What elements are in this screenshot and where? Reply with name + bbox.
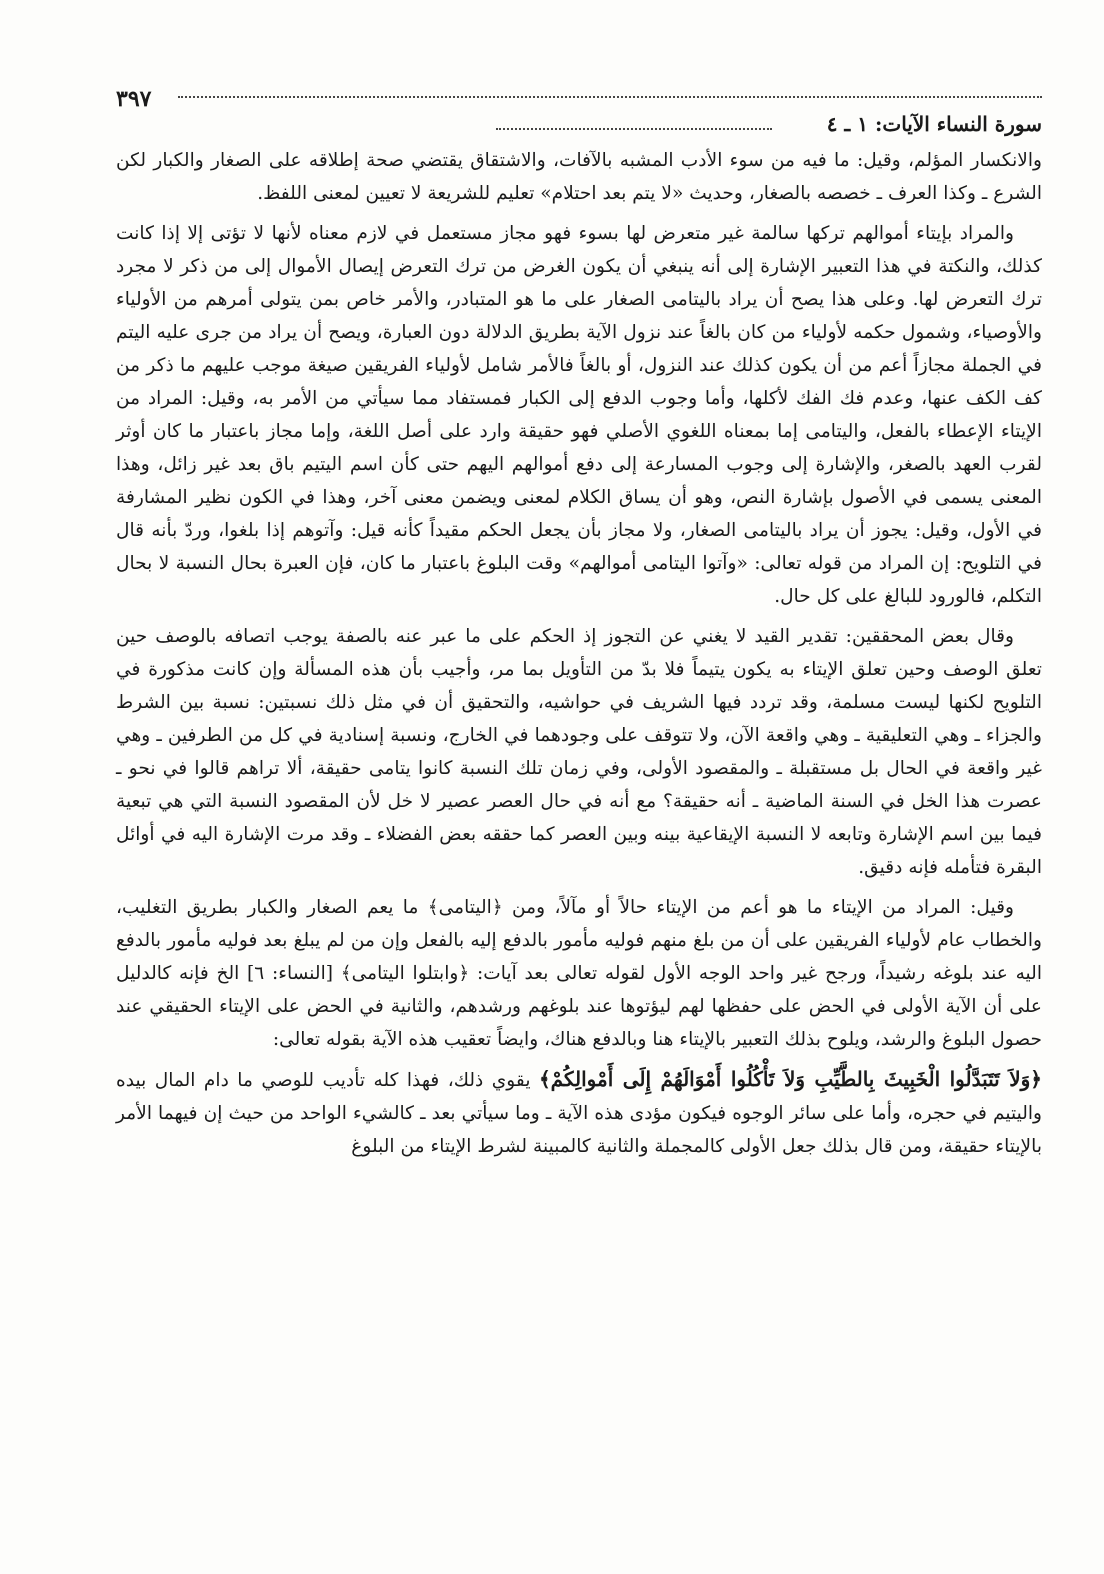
paragraph-5-text: يقوي ذلك، فهذا كله تأديب للوصي ما دام المال بيده واليتيم في حجره، وأما على سائر الوجوه فيكون مؤدى هذه الآية ـ وما سيأتي بعد ـ كالشيء الواحد من حيث إن فيهما الأمر بالإيتاء حقيقة، ومن قال بذلك جعل الأولى كالمجملة والثانية كالمبينة لشرط الإيتاء من البلوغ	[116, 1070, 1042, 1157]
paragraph-3: وقال بعض المحققين: تقدير القيد لا يغني عن التجوز إذ الحكم على ما عبر عنه بالصفة يوجب اتصافه بالوصف حين تعلق الوصف وحين تعلق الإيتاء به يكون يتيماً فلا بدّ من التأويل بما مر، وأجيب بأن هذه المسألة وإن كانت مذكورة في التلويح لكنها ليست مسلمة، وقد تردد فيها الشريف في حواشيه، والتحقيق أن في مثل ذلك نسبتين: نسبة بين الشرط والجزاء ـ وهي التعليقية ـ وهي واقعة الآن، ولا تتوقف على وجودهما في الخارج، ونسبة إسنادية في كل من الطرفين ـ وهي غير واقعة في الحال بل مستقبلة ـ والمقصود الأولى، وفي زمان تلك النسبة كانوا يتامى حقيقة، ألا تراهم قالوا في نحو ـ عصرت هذا الخل في السنة الماضية ـ أنه حقيقة؟ مع أنه في حال العصر عصير لا خل لأن المقصود النسبة التي هي تبعية فيما بين اسم الإشارة وتابعه لا النسبة الإيقاعية بينه وبين العصر كما حققه بعض الفضلاء ـ وقد مرت الإشارة اليه في أوائل البقرة فتأمله فإنه دقيق.	[116, 626, 1042, 878]
page-header	[116, 86, 1042, 138]
page-number: ٣٩٧	[116, 86, 152, 112]
title-dotted-rule	[496, 128, 772, 130]
paragraph-4: وقيل: المراد من الإيتاء ما هو أعم من الإيتاء حالاً أو مآلاً، ومن ﴿اليتامى﴾ ما يعم الصغار والكبار بطريق التغليب، والخطاب عام لأولياء الفريقين على أن من بلغ منهم فوليه مأمور بالدفع إليه بالفعل وإن من لم يبلغ بعد فوليه مأمور بالدفع اليه عند بلوغه رشيداً، ورجح غير واحد الوجه الأول لقوله تعالى بعد آيات: ﴿وابتلوا اليتامى﴾ [النساء: ٦] الخ فإنه كالدليل على أن الآية الأولى في الحض على حفظها لهم ليؤتوها عند بلوغهم ورشدهم، والثانية في الحض على الإيتاء الحقيقي عند حصول البلوغ والرشد، ويلوح بذلك التعبير بالإيتاء هنا وبالدفع هناك، وايضاً تعقيب هذه الآية بقوله تعالى:	[116, 897, 1042, 1050]
quran-verse: ﴿وَلاَ تَتَبَدَّلُوا الْخَبِيثَ بِالطَّيِّبِ وَلاَ تَأْكُلُوا أَمْوَالَهُمْ إِلَى أَمْوالِكُمْ﴾	[538, 1067, 1043, 1091]
header-dotted-rule	[178, 96, 1042, 98]
paragraph-1: والانكسار المؤلم، وقيل: ما فيه من سوء الأدب المشبه بالآفات، والاشتقاق يقتضي صحة إطلاقه على الصغار والكبار لكن الشرع ـ وكذا العرف ـ خصصه بالصغار، وحديث «لا يتم بعد احتلام» تعليم للشريعة لا تعيين لمعنى اللفظ.	[116, 150, 1042, 204]
running-title: سورة النساء الآيات: ١ ـ ٤	[819, 112, 1042, 136]
paragraph-2: والمراد بإيتاء أموالهم تركها سالمة غير متعرض لها بسوء فهو مجاز مستعمل في لازم معناه لأنها لا تؤتى إلا إذا كانت كذلك، والنكتة في هذا التعبير الإشارة إلى أنه ينبغي أن يكون الغرض من ترك التعرض إيصال الأموال إلى من ذكر لا مجرد ترك التعرض لها. وعلى هذا يصح أن يراد باليتامى الصغار على ما هو المتبادر، والأمر خاص بمن يتولى أمرهم من الأولياء والأوصياء، وشمول حكمه لأولياء من كان بالغاً عند نزول الآية بطريق الدلالة دون العبارة، ويصح أن يراد من جرى عليه اليتم في الجملة مجازاً أعم من أن يكون كذلك عند النزول، أو بالغاً فالأمر شامل لأولياء الفريقين صيغة موجب عليهم ما ذكر من كف الكف عنها، وعدم فك الفك لأكلها، وأما وجوب الدفع إلى الكبار فمستفاد مما سيأتي من الأمر به، وقيل: المراد من الإيتاء الإعطاء بالفعل، واليتامى إما بمعناه اللغوي الأصلي فهو حقيقة وارد على أصل اللغة، وإما مجاز باعتبار ما كان أوثر لقرب العهد بالصغر، والإشارة إلى وجوب المسارعة إلى دفع أموالهم اليهم حتى كأن اسم اليتيم باق بعد غير زائل، وهذا المعنى يسمى في الأصول بإشارة النص، وهو أن يساق الكلام لمعنى ويضمن معنى آخر، وهذا في الكون نظير المشارفة في الأول، وقيل: يجوز أن يراد باليتامى الصغار، ولا مجاز بأن يجعل الحكم مقيداً كأنه قيل: وآتوهم إذا بلغوا، وردّ بأنه قال في التلويح: إن المراد من قوله تعالى: «وآتوا اليتامى أموالهم» وقت البلوغ باعتبار ما كان، فإن العبرة بحال النسبة لا بحال التكلم، فالورود للبالغ على كل حال.	[116, 223, 1042, 607]
paragraph-5	[116, 1063, 1042, 1163]
